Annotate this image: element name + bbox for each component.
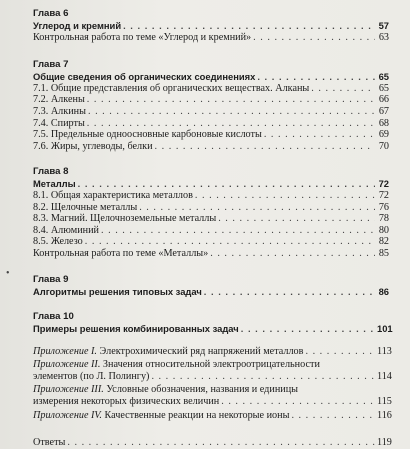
appendix-label: Приложение II. [33, 359, 101, 371]
entry-title: Контрольная работа по теме «Металлы» [33, 247, 209, 259]
leader-dots [67, 437, 375, 449]
chapter-10 [33, 311, 393, 335]
entry-page: 119 [377, 437, 392, 449]
entry-page: 101 [377, 323, 393, 335]
toc-entry[interactable] [33, 129, 389, 141]
entry-page: 67 [378, 105, 389, 117]
appendix-entry[interactable] [33, 384, 389, 396]
entry-title: 8.3. Магний. Щелочноземельные металлы [33, 213, 217, 225]
entry-page: 68 [378, 117, 389, 129]
entry-title: 7.6. Жиры, углеводы, белки [33, 140, 153, 152]
chapter-heading: Глава 8 [33, 166, 69, 178]
toc-entry[interactable] [33, 323, 393, 335]
chapter-heading: Глава 7 [33, 59, 69, 71]
entry-page: 69 [378, 129, 389, 141]
leader-dots [264, 129, 375, 141]
toc-entry[interactable] [33, 225, 389, 237]
leader-dots [101, 225, 375, 237]
appendix-text: Электрохимический ряд напряжений металлов [99, 345, 304, 357]
chapter-9 [33, 274, 389, 298]
leader-dots [253, 32, 375, 44]
entry-page: 65 [378, 82, 389, 94]
toc-entry[interactable] [33, 190, 389, 202]
entry-title: Примеры решения комбинированных задач [33, 323, 239, 335]
entry-page: 57 [378, 20, 389, 31]
appendix-text: Значения относительной электроотрицательности [102, 359, 320, 371]
toc-entry[interactable] [33, 83, 389, 95]
toc-entry[interactable] [33, 71, 389, 83]
entry-page: 115 [377, 396, 392, 408]
leader-dots [305, 346, 375, 358]
leader-dots [87, 94, 375, 106]
entry-page: 116 [377, 409, 392, 421]
entry-title: 8.4. Алюминий [33, 224, 99, 236]
appendix-text: Качественные реакции на некоторые ионы [104, 409, 290, 421]
appendix-list [33, 345, 392, 422]
leader-dots [87, 118, 375, 130]
leader-dots [210, 248, 375, 260]
toc-entry[interactable] [33, 202, 389, 214]
entry-title: Углерод и кремний [33, 20, 122, 31]
entry-title: 7.4. Спирты [33, 117, 85, 129]
appendix-label: Приложение I. [33, 345, 97, 357]
appendix-text: Условные обозначения, названия и единицы [106, 384, 299, 396]
toc-entry[interactable] [33, 141, 389, 153]
toc-entry[interactable] [33, 178, 389, 190]
entry-page: 85 [378, 247, 389, 259]
chapter-6 [33, 8, 389, 43]
appendix-label: Приложение III. [33, 384, 104, 396]
appendix-entry[interactable] [33, 409, 392, 422]
entry-page: 78 [378, 213, 389, 225]
leader-dots [204, 286, 375, 298]
entry-title: 8.1. Общая характеристика металлов [33, 189, 193, 201]
toc-entry[interactable] [33, 286, 389, 298]
entry-title: Алгоритмы решения типовых задач [33, 285, 202, 297]
entry-title: 7.3. Алкины [33, 105, 86, 117]
toc-entry[interactable] [33, 236, 389, 248]
appendix-entry[interactable] [33, 359, 389, 371]
appendix-entry-continued[interactable] [33, 396, 392, 408]
entry-page: 82 [378, 236, 389, 248]
leader-dots [85, 236, 375, 248]
entry-page: 65 [378, 71, 389, 83]
chapter-heading: Глава 10 [33, 311, 74, 323]
entry-page: 86 [378, 285, 389, 297]
entry-page: 113 [377, 345, 392, 357]
entry-title: Ответы [33, 437, 66, 449]
entry-title: Общие сведения об органических соединениях [33, 71, 256, 83]
chapter-heading: Глава 6 [33, 8, 69, 19]
leader-dots [311, 83, 375, 95]
entry-page: 63 [378, 31, 389, 43]
appendix-entry[interactable] [33, 345, 392, 358]
leader-dots [257, 71, 375, 83]
entry-title: 8.2. Щелочные металлы [33, 201, 138, 213]
entry-title: 8.5. Железо [33, 236, 83, 248]
toc-entry[interactable] [33, 94, 389, 106]
entry-title: Металлы [33, 178, 76, 190]
leader-dots [195, 190, 375, 202]
entry-page: 72 [378, 189, 389, 201]
entry-title: 7.5. Предельные одноосновные карбоновые кислоты [33, 129, 262, 141]
table-of-contents [33, 8, 393, 449]
leader-dots [218, 213, 375, 225]
chapter-8 [33, 166, 389, 259]
chapter-7 [33, 59, 389, 152]
toc-entry[interactable] [33, 118, 389, 130]
entry-title: 7.1. Общие представления об органических веществах. Алканы [33, 82, 310, 94]
appendix-text-cont: измерения некоторых физических величин [33, 396, 220, 408]
entry-page: 76 [378, 201, 389, 213]
appendix-entry-continued[interactable] [33, 370, 392, 383]
entry-page: 66 [378, 94, 389, 106]
appendix-label: Приложение IV. [33, 409, 102, 421]
appendix-text-cont: элементов (по Л. Полингу) [33, 370, 150, 382]
entry-page: 80 [378, 224, 389, 236]
leader-dots [155, 141, 375, 153]
toc-entry[interactable] [33, 20, 389, 32]
toc-entry[interactable] [33, 248, 389, 260]
chapter-heading: Глава 9 [33, 273, 69, 285]
toc-entry[interactable] [33, 32, 389, 44]
entry-page: 114 [377, 370, 392, 382]
leader-dots [241, 323, 375, 335]
answers-entry[interactable] [33, 437, 392, 449]
leader-dots [151, 371, 375, 383]
leader-dots [221, 396, 375, 408]
leader-dots [88, 106, 375, 118]
leader-dots [123, 20, 375, 32]
leader-dots [139, 202, 375, 214]
toc-entry[interactable] [33, 213, 389, 225]
entry-title: Контрольная работа по теме «Углерод и кремний» [33, 31, 252, 43]
leader-dots [291, 410, 375, 422]
leader-dots [78, 178, 375, 190]
toc-entry[interactable] [33, 106, 389, 118]
entry-page: 72 [378, 178, 389, 190]
entry-page: 70 [378, 140, 389, 152]
margin-mark: • [6, 268, 10, 279]
entry-title: 7.2. Алкены [33, 94, 85, 106]
